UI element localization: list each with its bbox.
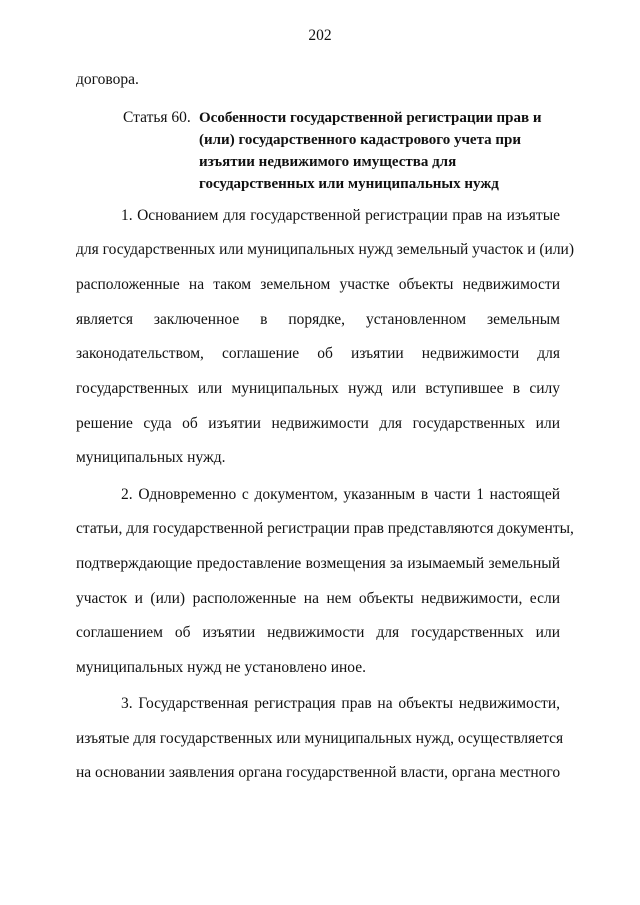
article-title-line: Особенности государственной регистрации прав и xyxy=(199,110,542,126)
paragraph-line: подтверждающие предоставление возмещения за изымаемый земельный xyxy=(76,555,560,572)
paragraph-line: 1. Основанием для государственной регистрации прав на изъятые xyxy=(121,207,560,224)
paragraph-line: расположенные на таком земельном участке объекты недвижимости xyxy=(76,276,560,293)
paragraph-line: на основании заявления органа государственной власти, органа местного xyxy=(76,764,561,781)
paragraph-line: законодательством, соглашение об изъятии недвижимости для xyxy=(76,345,560,362)
paragraph-line: 3. Государственная регистрация прав на объекты недвижимости, xyxy=(121,695,560,712)
article-title-line: изъятии недвижимого имущества для xyxy=(199,154,457,170)
article-title-line: (или) государственного кадастрового учета при xyxy=(199,132,521,148)
paragraph-line: для государственных или муниципальных нужд земельный участок и (или) xyxy=(76,241,575,258)
paragraph-line: государственных или муниципальных нужд или вступившее в силу xyxy=(76,380,560,397)
article-label: Статья 60. xyxy=(123,109,191,126)
page-number: 202 xyxy=(308,27,332,44)
paragraph-line: изъятые для государственных или муниципальных нужд, осуществляется xyxy=(76,730,564,747)
paragraph-line: участок и (или) расположенные на нем объекты недвижимости, если xyxy=(76,590,560,607)
paragraph-line: муниципальных нужд. xyxy=(76,449,226,466)
paragraph-line: является заключенное в порядке, установленном земельным xyxy=(76,311,560,328)
paragraph-line: соглашением об изъятии недвижимости для государственных или xyxy=(76,624,560,641)
paragraph-line: статьи, для государственной регистрации прав представляются документы, xyxy=(76,520,574,537)
carryover-line: договора. xyxy=(76,71,139,88)
paragraph-line: решение суда об изъятии недвижимости для государственных или xyxy=(76,415,560,432)
paragraph-line: муниципальных нужд не установлено иное. xyxy=(76,659,366,676)
paragraph-line: 2. Одновременно с документом, указанным в части 1 настоящей xyxy=(121,486,560,503)
article-title-line: государственных или муниципальных нужд xyxy=(199,176,499,192)
